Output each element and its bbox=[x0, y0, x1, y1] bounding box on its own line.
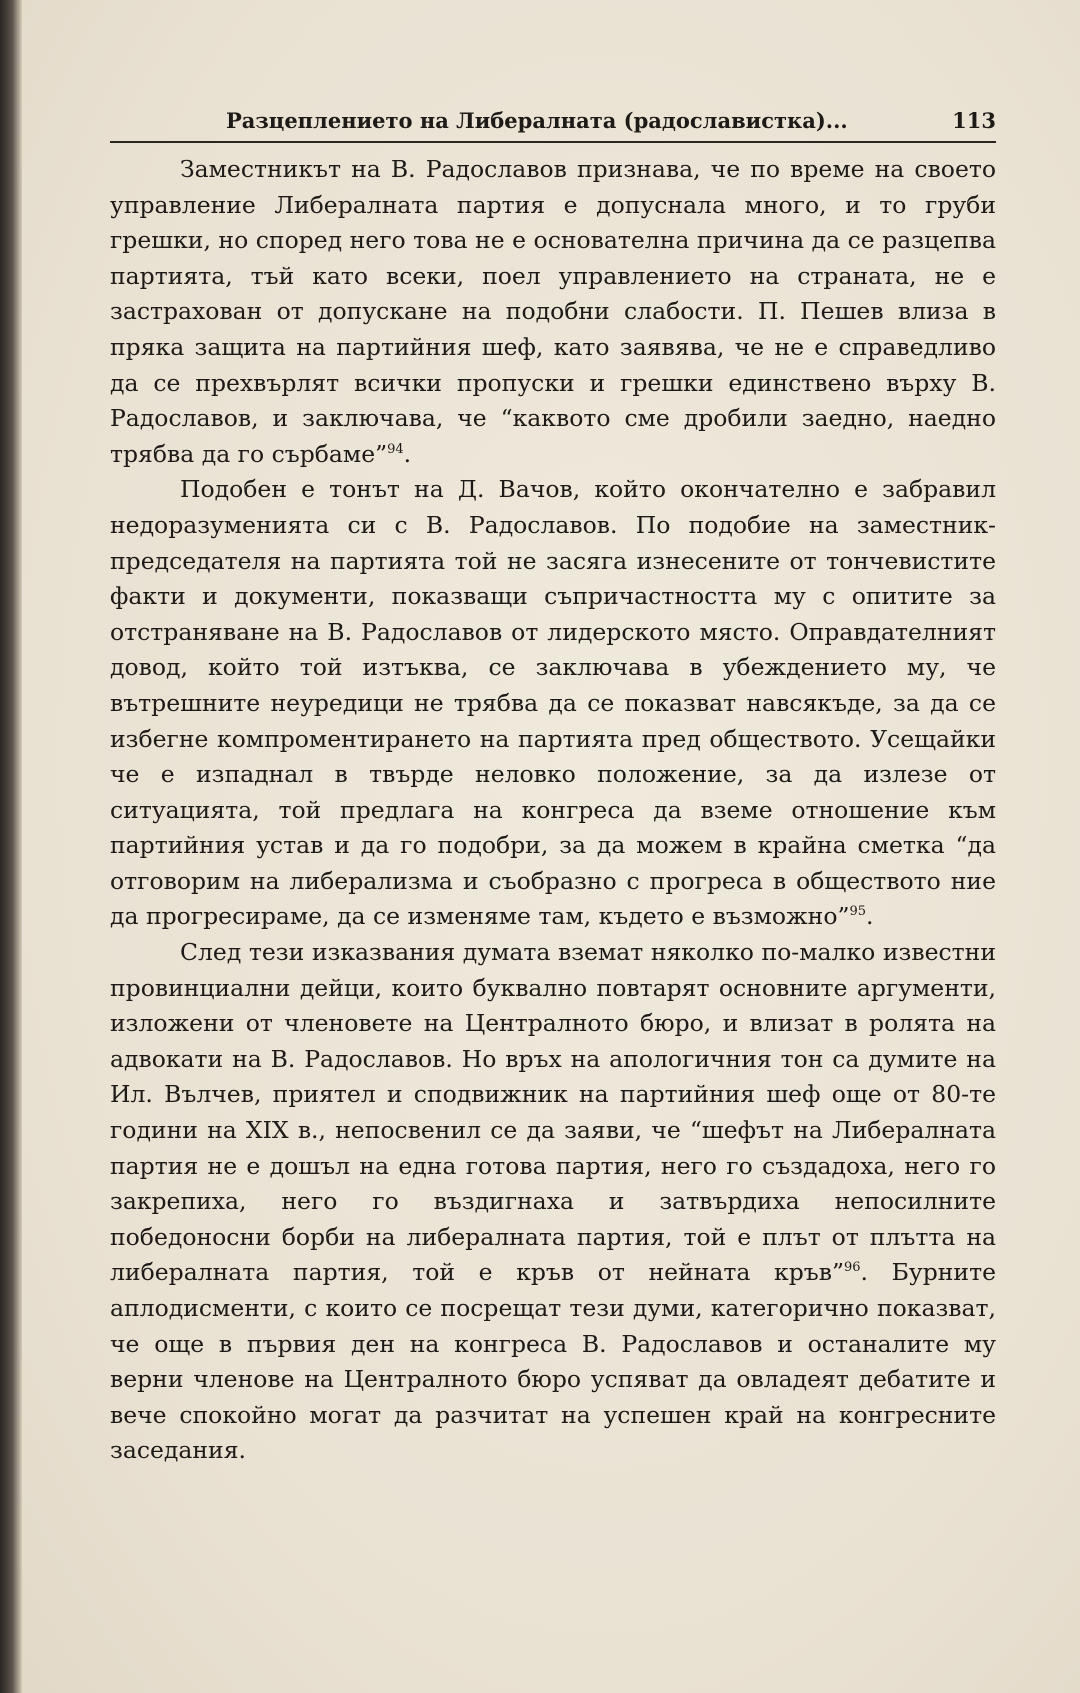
page-header bbox=[226, 108, 996, 138]
paragraph bbox=[110, 935, 996, 1469]
paragraph-end: . bbox=[403, 439, 412, 468]
page-number: 113 bbox=[952, 108, 996, 133]
paragraph-end: . Бурните аплодисменти, с които се посрещат тези думи, категорично показват, че още в първия ден на конгреса В. Радославов и останалите му верни членове на Централното бюро успяват да овладеят дебатите и вече спокойно могат да разчитат на успешен край на конгресните заседания. bbox=[110, 1258, 996, 1465]
footnote-ref: 94 bbox=[387, 441, 404, 457]
paragraph bbox=[110, 152, 996, 472]
book-spine-shadow bbox=[0, 0, 22, 1693]
paragraph bbox=[110, 472, 996, 935]
footnote-ref: 95 bbox=[849, 904, 867, 920]
paragraph-end: . bbox=[866, 902, 874, 931]
paragraph-text: Заместникът на В. Радославов признава, че по време на своето управление Либералната партия е допуснала много, и то груби грешки, но според него това не е основателна причина да се разцепва партията, тъй като всеки, поел управлението на страната, не е застрахован от допускане на подобни слабости. П. Пешев влиза в пряка защита на партийния шеф, като заявява, че не е справедливо да се прехвърлят всички пропуски и грешки единствено върху В. Радославов, и заключава, че “каквото сме дробили заедно, наедно трябва да го сърбаме” bbox=[110, 155, 996, 468]
paragraph-text: След тези изказвания думата вземат няколко по-малко известни провинциални дейци, които буквално повтарят основните аргументи, изложени от членовете на Централното бюро, и влизат в ролята на адвокати на В. Радославов. Но връх на апологичния тон са думите на Ил. Вълчев, приятел и сподвижник на партийния шеф още от 80-те години на XIX в., непосвенил се да заяви, че “шефът на Либералната партия не е дошъл на една готова партия, него го създадоха, него го закрепиха, него го въздигнаха и затвърдиха непосилните победоносни борби на либералната партия, той е плът от плътта на либералната партия, той е кръв от нейната кръв” bbox=[110, 938, 996, 1287]
body-text bbox=[110, 152, 996, 1469]
running-title: Разцеплението на Либералната (радославистка)... bbox=[226, 108, 848, 133]
footnote-ref: 96 bbox=[843, 1260, 861, 1276]
header-rule bbox=[110, 141, 996, 143]
paragraph-text: Подобен е тонът на Д. Вачов, който окончателно е забравил недоразуменията си с В. Радославов. По подобие на заместник-председателя на партията той не засяга изнесените от тончевистите факти и документи, показващи съпричастността му с опитите за отстраняване на В. Радославов от лидерското място. Оправдателният довод, който той изтъква, се заключава в убеждението му, че вътрешните неуредици не трябва да се показват навсякъде, за да се избегне компроментирането на партията пред обществото. Усещайки че е изпаднал в твърде неловко положение, за да излезе от ситуацията, той предлага на конгреса да вземе отношение към партийния устав и да го подобри, за да можем в крайна сметка “да отговорим на либерализма и съобразно с прогреса в обществото ние да прогресираме, да се изменяме там, където е възможно” bbox=[110, 475, 996, 931]
